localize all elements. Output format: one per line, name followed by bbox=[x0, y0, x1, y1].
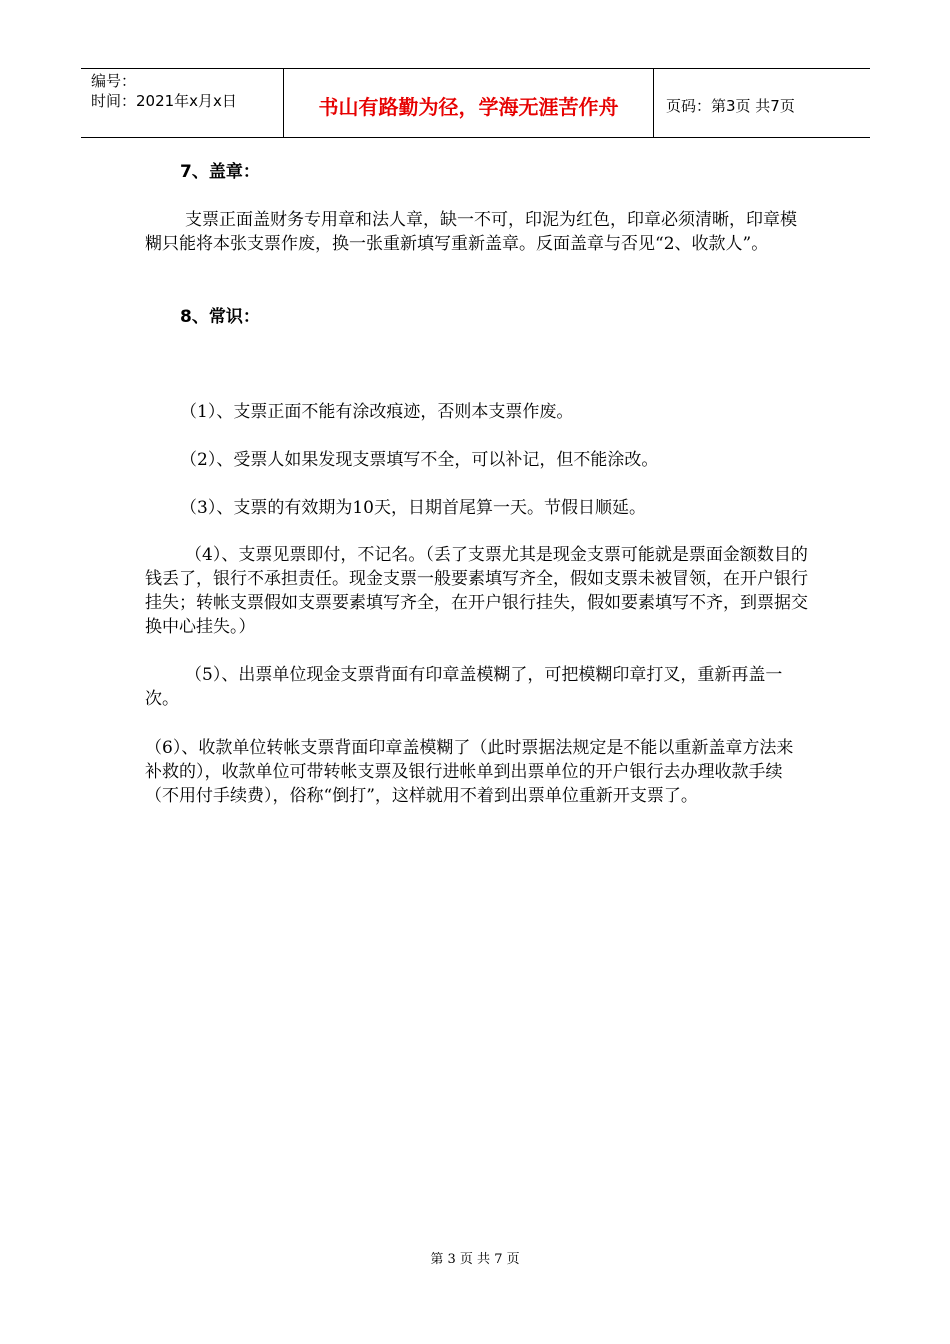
number-label: 编号： bbox=[91, 72, 137, 90]
time-label: 时间：2021年x月x日 bbox=[91, 92, 237, 110]
common-item-2: （2）、受票人如果发现支票填写不全，可以补记，但不能涂改。 bbox=[180, 450, 659, 470]
header-slogan: 书山有路勤为径，学海无涯苦作舟 bbox=[283, 69, 654, 137]
common-item-6: （6）、收款单位转帐支票背面印章盖模糊了（此时票据法规定是不能以重新盖章方法来补救的），收款单位可带转帐支票及银行进帐单到出票单位的开户银行去办理收款手续（不用付手续费），俗称“倒打”，这样就用不着到出票单位重新开支票了。 bbox=[145, 738, 794, 806]
section8-title: 8、常识： bbox=[180, 307, 260, 327]
common-item-5: （5）、出票单位现金支票背面有印章盖模糊了，可把模糊印章打叉，重新再盖一次。 bbox=[145, 665, 783, 709]
page-footer: 第 3 页 共 7 页 bbox=[430, 1252, 520, 1267]
common-item-3: （3）、支票的有效期为10天，日期首尾算一天。节假日顺延。 bbox=[180, 498, 646, 518]
common-item-4: （4）、支票见票即付，不记名。（丢了支票尤其是现金支票可能就是票面金额数目的钱丢了，银行不承担责任。现金支票一般要素填写齐全，假如支票未被冒领，在开户银行挂失；转帐支票假如支票要素填写齐全，在开户银行挂失，假如要素填写不齐，到票据交换中心挂失。） bbox=[145, 545, 808, 637]
section7-title: 7、盖章： bbox=[180, 162, 260, 182]
common-item-1: （1）、支票正面不能有涂改痕迹，否则本支票作废。 bbox=[180, 402, 574, 422]
header-left-cell bbox=[81, 69, 283, 137]
section7-paragraph: 支票正面盖财务专用章和法人章，缺一不可，印泥为红色，印章必须清晰，印章模糊只能将本张支票作废，换一张重新填写重新盖章。反面盖章与否见“2、收款人”。 bbox=[145, 210, 797, 254]
header-table bbox=[81, 68, 870, 138]
header-page-label: 页码：第3页 共7页 bbox=[666, 96, 795, 115]
